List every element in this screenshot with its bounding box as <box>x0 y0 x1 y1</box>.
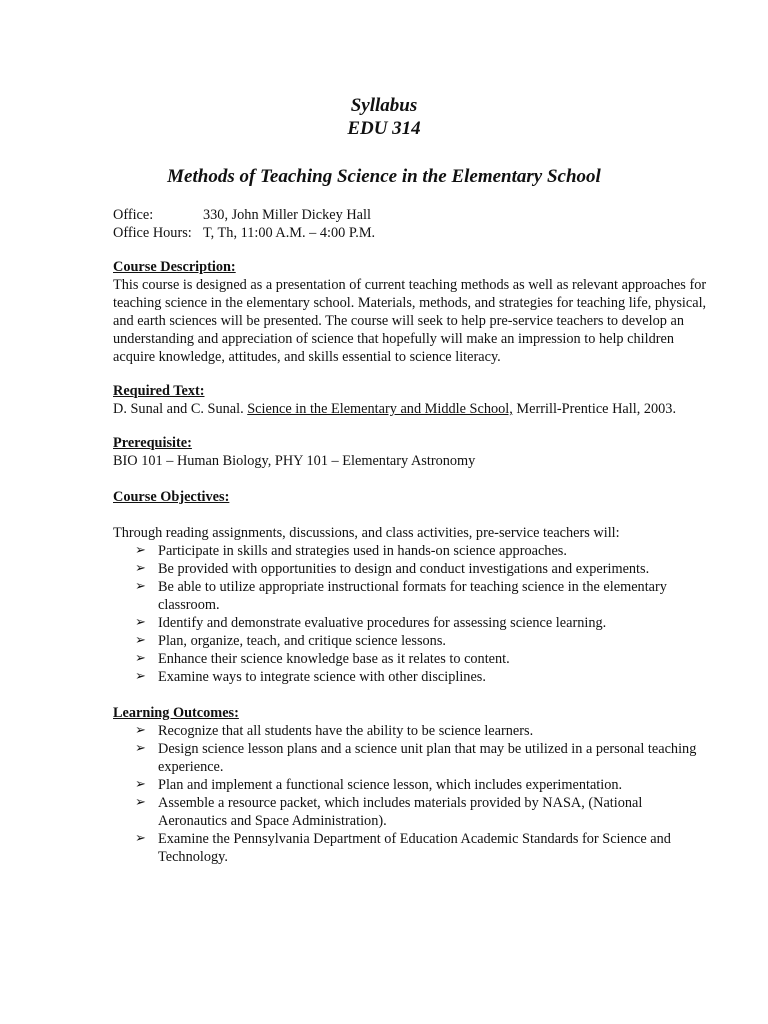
course-objectives-intro: Through reading assignments, discussions, and class activities, pre-service teachers will: <box>113 525 620 541</box>
arrow-bullet-icon: ➢ <box>135 795 146 810</box>
course-title: Methods of Teaching Science in the Elementary School <box>167 166 601 187</box>
office-label: Office: <box>113 207 154 223</box>
course-objectives-heading: Course Objectives: <box>113 489 230 505</box>
arrow-bullet-icon: ➢ <box>135 723 146 738</box>
syllabus-body <box>113 206 713 866</box>
required-text-heading: Required Text: <box>113 383 205 399</box>
list-item: ➢ Examine ways to integrate science with other disciplines. <box>135 669 486 685</box>
arrow-bullet-icon: ➢ <box>135 615 146 630</box>
list-item: ➢ Be able to utilize appropriate instructional formats for teaching science in the elementary classroom. <box>135 579 667 613</box>
document-title: Syllabus <box>350 95 418 116</box>
arrow-bullet-icon: ➢ <box>135 669 146 684</box>
arrow-bullet-icon: ➢ <box>135 579 146 594</box>
list-item: ➢ Enhance their science knowledge base as it relates to content. <box>135 651 510 667</box>
office-row <box>113 206 713 224</box>
learning-outcomes-heading: Learning Outcomes: <box>113 705 239 721</box>
list-item: ➢ Examine the Pennsylvania Department of Education Academic Standards for Science and Technology. <box>135 831 671 865</box>
list-item: ➢ Plan and implement a functional science lesson, which includes experimentation. <box>135 777 623 793</box>
office-value: 330, John Miller Dickey Hall <box>203 207 371 223</box>
arrow-bullet-icon: ➢ <box>135 633 146 648</box>
arrow-bullet-icon: ➢ <box>135 741 146 756</box>
prerequisite-text: BIO 101 – Human Biology, PHY 101 – Elementary Astronomy <box>113 453 476 469</box>
required-text-citation <box>113 400 713 418</box>
list-item: ➢ Be provided with opportunities to design and conduct investigations and experiments. <box>135 561 650 577</box>
required-text-authors: D. Sunal and C. Sunal. <box>113 401 244 417</box>
office-hours-label: Office Hours: <box>113 225 192 241</box>
arrow-bullet-icon: ➢ <box>135 777 146 792</box>
learning-outcomes-list <box>113 722 713 866</box>
arrow-bullet-icon: ➢ <box>135 543 146 558</box>
required-text-publisher: Merrill-Prentice Hall, 2003. <box>516 401 677 417</box>
required-text-book-title: Science in the Elementary and Middle School, <box>247 401 513 417</box>
prerequisite-heading: Prerequisite: <box>113 435 192 451</box>
list-item: ➢ Design science lesson plans and a science unit plan that may be utilized in a personal teaching experience. <box>135 741 697 775</box>
arrow-bullet-icon: ➢ <box>135 561 146 576</box>
list-item: ➢ Plan, organize, teach, and critique science lessons. <box>135 633 446 649</box>
list-item: ➢ Participate in skills and strategies used in hands-on science approaches. <box>135 543 567 559</box>
arrow-bullet-icon: ➢ <box>135 651 146 666</box>
list-item: ➢ Identify and demonstrate evaluative procedures for assessing science learning. <box>135 615 607 631</box>
course-objectives-list <box>113 542 713 686</box>
course-description-heading: Course Description: <box>113 259 236 275</box>
course-code: EDU 314 <box>347 118 421 139</box>
arrow-bullet-icon: ➢ <box>135 831 146 846</box>
list-item: ➢ Recognize that all students have the ability to be science learners. <box>135 723 534 739</box>
course-description-text: This course is designed as a presentation of current teaching methods as well as relevant approaches for teaching science in the elementary school. Materials, methods, and strategies for teaching life, physical, and earth sciences will be presented. The course will seek to help pre-service teachers to develop an understanding and appreciation of science that hopefully will make an impression to help children acquire knowledge, attitudes, and skills essential to science literacy. <box>113 277 707 365</box>
office-hours-row <box>113 224 713 242</box>
office-hours-value: T, Th, 11:00 A.M. – 4:00 P.M. <box>203 225 376 241</box>
list-item: ➢ Assemble a resource packet, which includes materials provided by NASA, (National Aeronautics and Space Administration). <box>135 795 643 829</box>
